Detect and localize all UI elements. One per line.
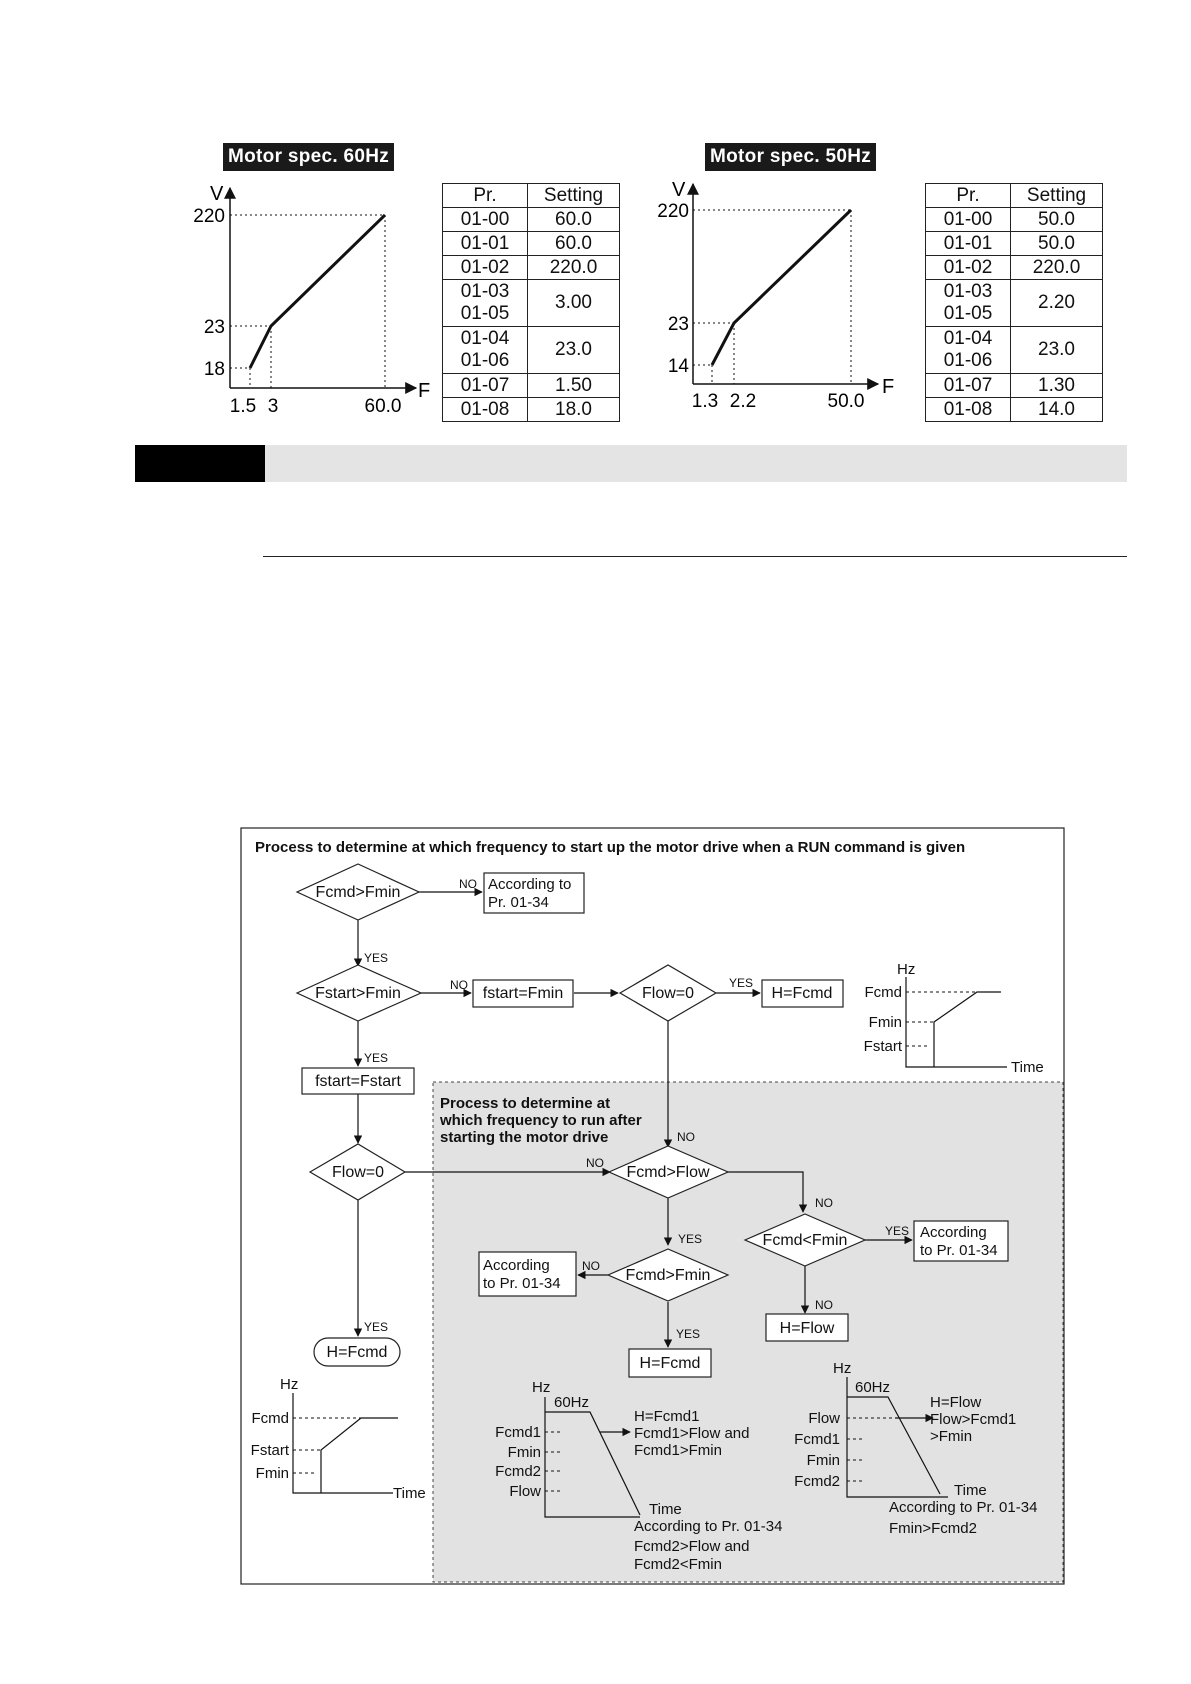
decision-label: Flow=0 — [331, 1164, 385, 1181]
process-label: H=Fcmd — [639, 1355, 701, 1372]
pr-line: 01-05 — [460, 303, 510, 324]
setting-cell: 50.0 — [1011, 208, 1103, 232]
y-tick: 23 — [667, 314, 689, 335]
no-label: NO — [450, 978, 468, 992]
time-axis-label: Time — [393, 1485, 426, 1502]
x-tick: 2.2 — [729, 391, 757, 412]
yes-label: YES — [729, 976, 754, 990]
pr-cell: 01-07 — [926, 374, 1011, 398]
pr-cell-double — [926, 327, 1011, 374]
graph-label: Fcmd — [864, 984, 902, 1001]
vf-line — [250, 215, 385, 368]
graph-note: H=Fcmd1 — [634, 1408, 700, 1425]
decision-label: Flow=0 — [641, 985, 695, 1002]
x-tick: 3 — [267, 396, 279, 417]
graph-note: According to Pr. 01-34 — [889, 1499, 1038, 1516]
graph-label: Fstart — [863, 1038, 902, 1055]
process-label: H=Fcmd — [326, 1344, 388, 1361]
process-label-line: According — [920, 1224, 987, 1241]
hz-axis-label: Hz — [532, 1379, 551, 1396]
hz-axis-label: Hz — [897, 961, 916, 978]
graph-note: H=Flow — [930, 1394, 982, 1411]
inner-title-line: which frequency to run after — [440, 1112, 642, 1129]
setting-cell: 2.20 — [1011, 280, 1103, 327]
decision-label: Fcmd>Fmin — [315, 884, 401, 901]
v-axis-label: V — [672, 180, 686, 201]
col-header-setting: Setting — [528, 184, 620, 208]
time-axis-label: Time — [649, 1501, 682, 1518]
decision-label: Fcmd<Fmin — [762, 1232, 848, 1249]
v-axis-label: V — [210, 183, 224, 205]
time-axis-label: Time — [954, 1482, 987, 1499]
pr-cell-double — [443, 280, 528, 327]
hz-axis-label: Hz — [833, 1360, 852, 1377]
setting-cell: 60.0 — [528, 208, 620, 232]
graph-label: Fcmd2 — [794, 1473, 840, 1490]
setting-cell: 3.00 — [528, 280, 620, 327]
x-tick: 60.0 — [364, 396, 402, 417]
decision-label: Fcmd>Fmin — [625, 1267, 711, 1284]
setting-cell: 23.0 — [1011, 327, 1103, 374]
graph-label: Flow — [509, 1483, 541, 1500]
process-label-line: to Pr. 01-34 — [483, 1275, 561, 1292]
inner-title-line: starting the motor drive — [440, 1129, 609, 1146]
pr-line: 01-05 — [943, 303, 993, 324]
time-axis-label: Time — [1011, 1059, 1044, 1076]
process-label: fstart=Fstart — [315, 1073, 401, 1090]
pr-line: 01-06 — [943, 350, 993, 371]
setting-cell: 50.0 — [1011, 232, 1103, 256]
process-label-line: According — [483, 1257, 550, 1274]
no-label: NO — [677, 1130, 695, 1144]
pr-cell: 01-08 — [443, 398, 528, 422]
graph-note: Fcmd2<Fmin — [634, 1556, 722, 1573]
x-tick: 1.5 — [229, 396, 257, 417]
yes-label: YES — [364, 951, 389, 965]
pr-cell: 01-01 — [926, 232, 1011, 256]
graph-label: Fmin — [507, 1444, 541, 1461]
pr-line: 01-03 — [943, 281, 993, 302]
yes-label: YES — [364, 1320, 389, 1334]
graph-label: Fmin — [255, 1465, 289, 1482]
graph-label: Fcmd2 — [495, 1463, 541, 1480]
setting-cell: 60.0 — [528, 232, 620, 256]
setting-cell: 1.50 — [528, 374, 620, 398]
pr-cell: 01-07 — [443, 374, 528, 398]
yes-label: YES — [364, 1051, 389, 1065]
graph-label: Fcmd1 — [495, 1424, 541, 1441]
vf-line — [712, 210, 851, 365]
graph-note: Fcmd1>Flow and — [634, 1425, 750, 1442]
pr-line: 01-03 — [460, 281, 510, 302]
graph-note: >Fmin — [930, 1428, 973, 1445]
x-tick: 1.3 — [691, 391, 719, 412]
parameter-table-60hz — [442, 183, 620, 422]
y-tick: 23 — [203, 317, 225, 338]
top-freq-label: 60Hz — [855, 1379, 891, 1396]
section-tab — [135, 445, 265, 482]
no-label: NO — [815, 1298, 833, 1312]
x-tick: 50.0 — [827, 391, 865, 412]
pr-cell: 01-02 — [926, 256, 1011, 280]
graph-note: Fcmd1>Fmin — [634, 1442, 722, 1459]
graph-label: Fcmd1 — [794, 1431, 840, 1448]
process-label: fstart=Fmin — [482, 985, 564, 1002]
no-label: NO — [815, 1196, 833, 1210]
setting-cell: 14.0 — [1011, 398, 1103, 422]
vf-curve-60hz — [180, 180, 440, 420]
parameter-table-50hz — [925, 183, 1103, 422]
graph-label: Fcmd — [251, 1410, 289, 1427]
decision-label: Fcmd>Flow — [626, 1164, 710, 1181]
setting-cell: 18.0 — [528, 398, 620, 422]
decision-label: Fstart>Fmin — [315, 985, 401, 1002]
pr-cell-double — [926, 280, 1011, 327]
setting-cell: 220.0 — [1011, 256, 1103, 280]
setting-cell: 1.30 — [1011, 374, 1103, 398]
pr-cell: 01-02 — [443, 256, 528, 280]
f-axis-label: F — [882, 376, 895, 398]
chart-title-60hz: Motor spec. 60Hz — [223, 143, 394, 171]
pr-line: 01-04 — [460, 328, 510, 349]
pr-line: 01-06 — [460, 350, 510, 371]
run-frequency-flowchart — [240, 827, 1066, 1585]
col-header-pr: Pr. — [926, 184, 1011, 208]
hz-axis-label: Hz — [280, 1376, 299, 1393]
section-header-band — [265, 445, 1127, 482]
pr-cell: 01-00 — [443, 208, 528, 232]
process-label-line: to Pr. 01-34 — [920, 1242, 998, 1259]
graph-note: Flow>Fcmd1 — [930, 1411, 1017, 1428]
vf-curve-50hz — [650, 180, 910, 420]
no-label: NO — [586, 1156, 604, 1170]
graph-label: Fmin — [868, 1014, 902, 1031]
pr-cell: 01-08 — [926, 398, 1011, 422]
pr-cell-double — [443, 327, 528, 374]
y-tick: 14 — [667, 356, 689, 377]
chart-title-50hz: Motor spec. 50Hz — [705, 143, 876, 171]
y-tick: 220 — [193, 206, 225, 227]
graph-label: Flow — [808, 1410, 840, 1427]
process-label-line: According to — [488, 876, 572, 893]
top-freq-label: 60Hz — [554, 1394, 590, 1411]
graph-label: Fstart — [250, 1442, 289, 1459]
yes-label: YES — [678, 1232, 703, 1246]
no-label: NO — [459, 877, 477, 891]
process-label: H=Fcmd — [771, 985, 833, 1002]
flowchart-title: Process to determine at which frequency to start up the motor drive when a RUN command is given — [255, 839, 966, 856]
y-tick: 18 — [203, 359, 225, 380]
graph-note: Fcmd2>Flow and — [634, 1538, 750, 1555]
inner-title-line: Process to determine at — [440, 1095, 611, 1112]
graph-label: Fmin — [806, 1452, 840, 1469]
graph-note: According to Pr. 01-34 — [634, 1518, 783, 1535]
pr-cell: 01-00 — [926, 208, 1011, 232]
col-header-pr: Pr. — [443, 184, 528, 208]
pr-line: 01-04 — [943, 328, 993, 349]
yes-label: YES — [676, 1327, 701, 1341]
divider-line — [263, 556, 1127, 557]
pr-cell: 01-01 — [443, 232, 528, 256]
graph-note: Fmin>Fcmd2 — [889, 1520, 977, 1537]
no-label: NO — [582, 1259, 600, 1273]
setting-cell: 220.0 — [528, 256, 620, 280]
col-header-setting: Setting — [1011, 184, 1103, 208]
process-label-line: Pr. 01-34 — [488, 894, 549, 911]
setting-cell: 23.0 — [528, 327, 620, 374]
f-axis-label: F — [418, 380, 431, 402]
y-tick: 220 — [657, 201, 689, 222]
yes-label: YES — [885, 1224, 910, 1238]
process-label: H=Flow — [779, 1320, 835, 1337]
